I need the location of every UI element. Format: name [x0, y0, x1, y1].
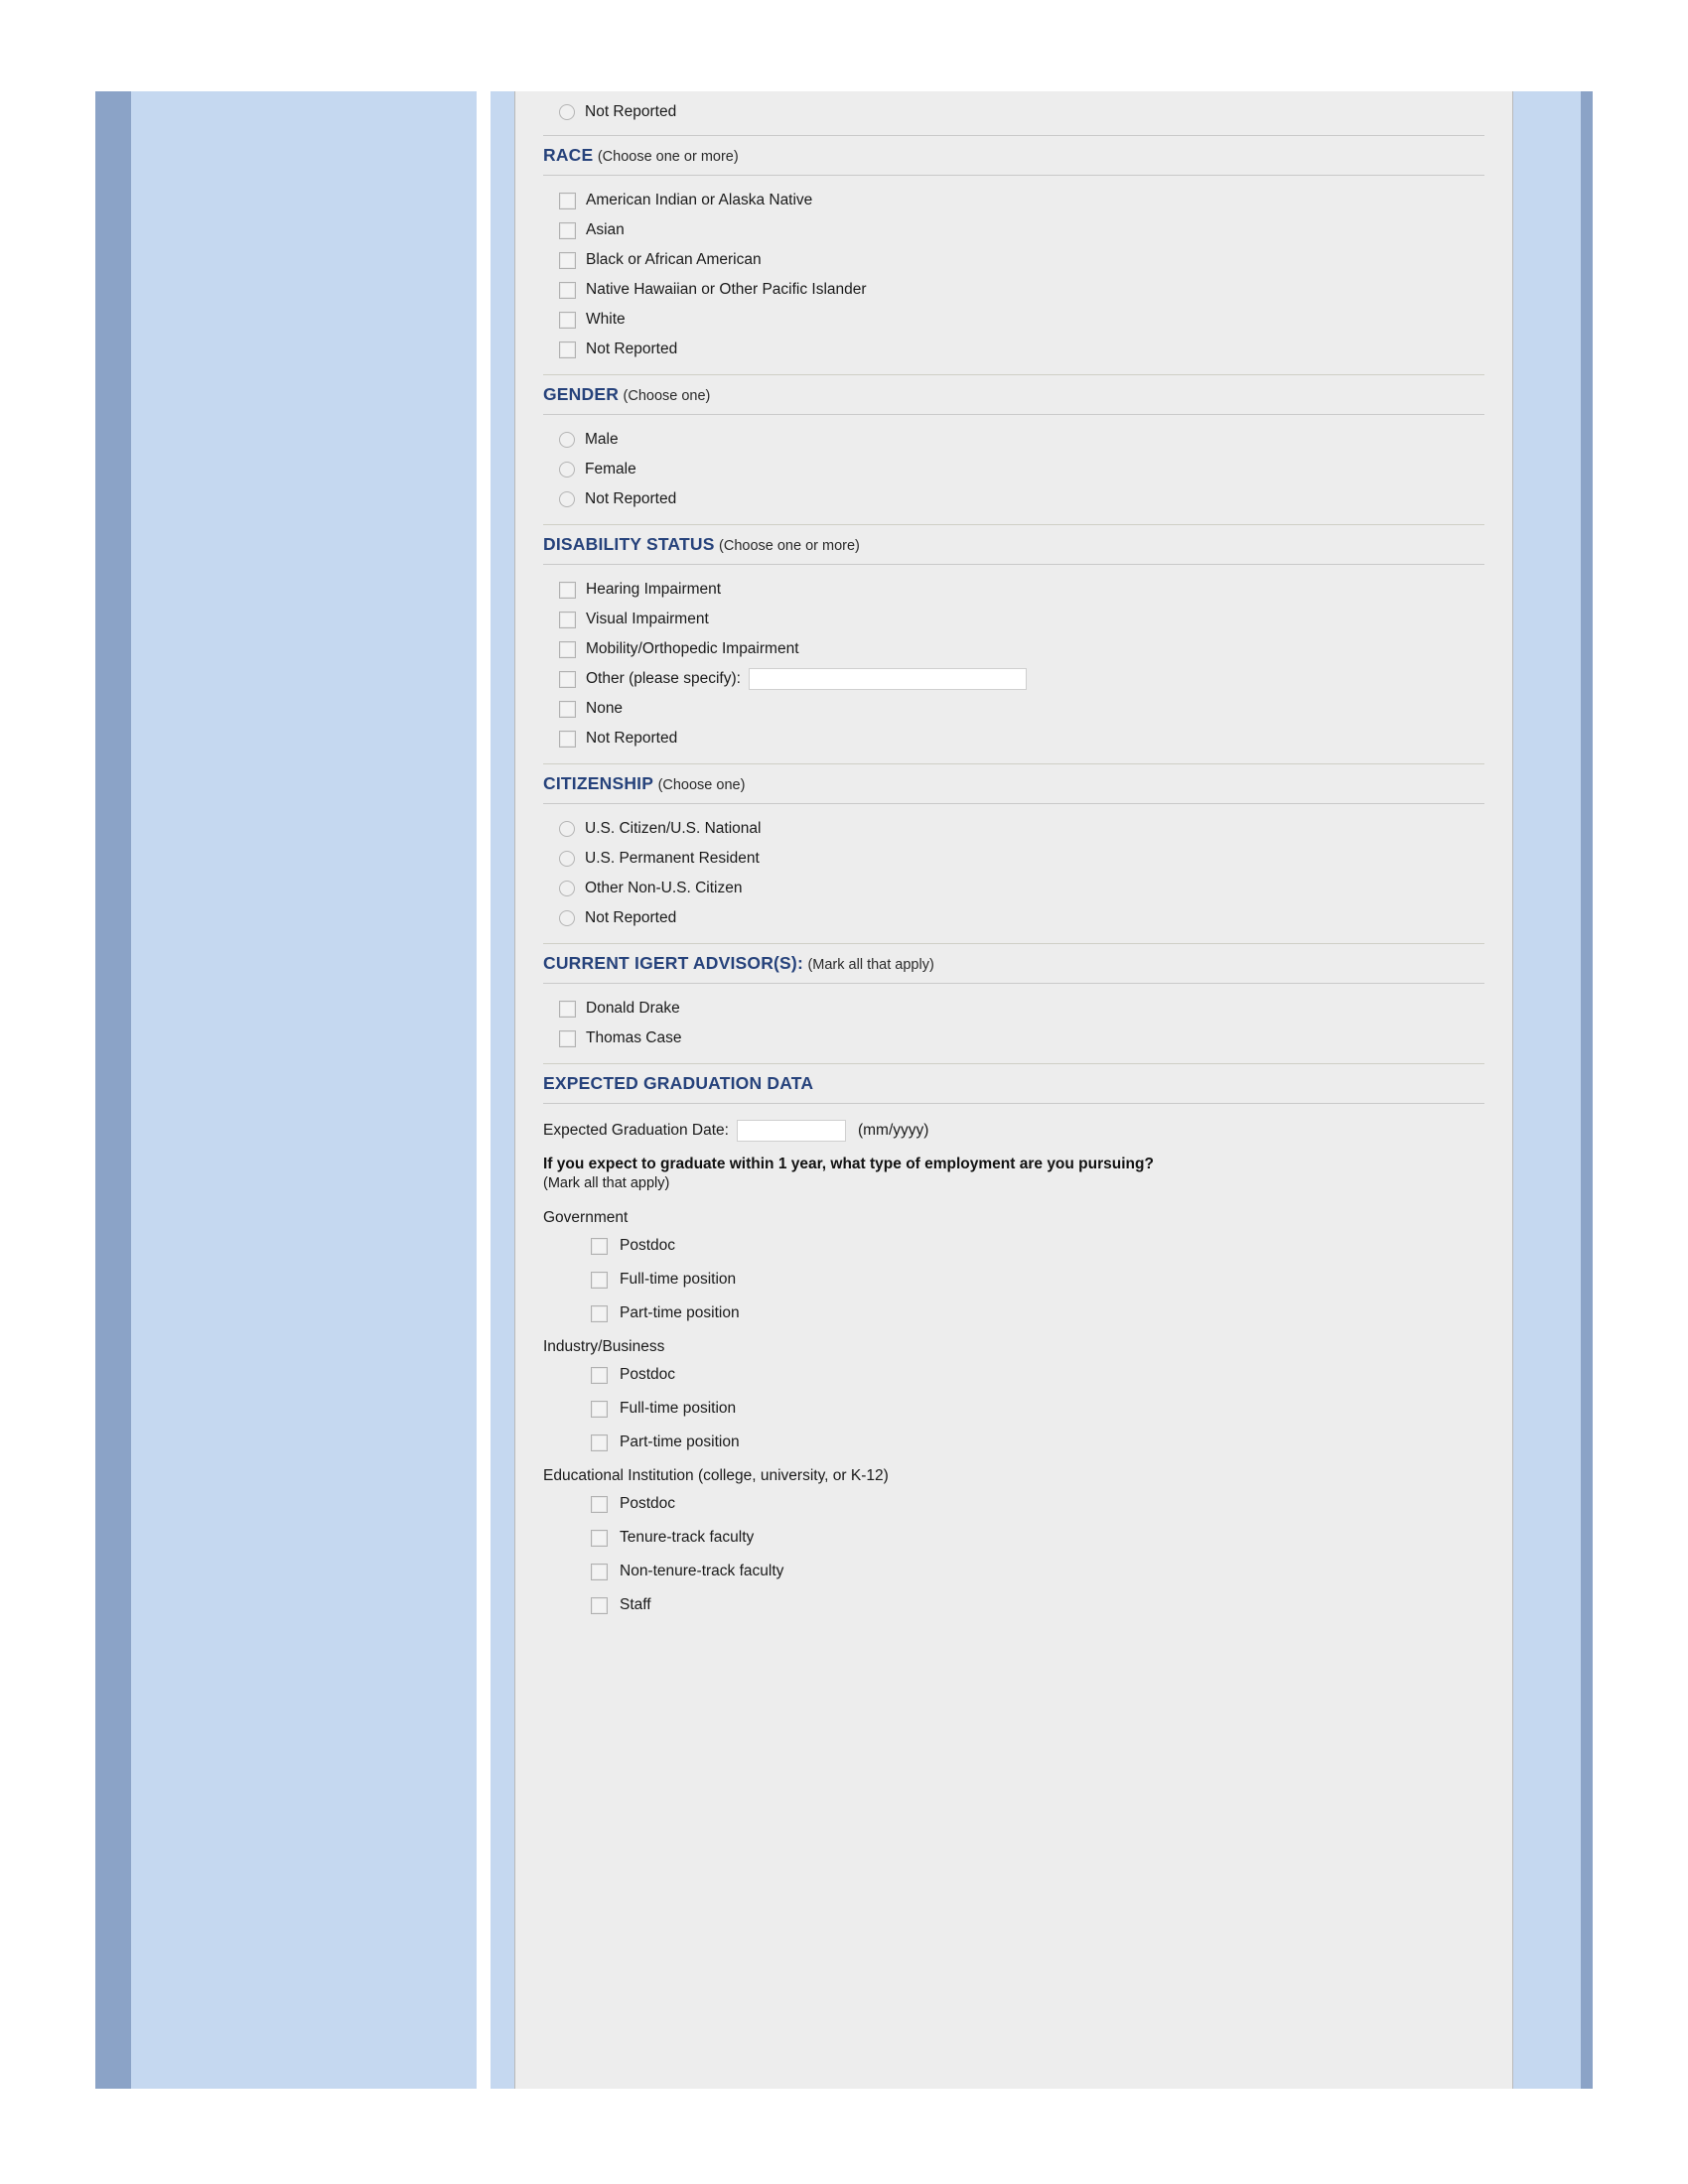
- option-label: Full-time position: [620, 1400, 737, 1417]
- option-row-other[interactable]: [543, 668, 1484, 690]
- checkbox-icon[interactable]: [591, 1238, 608, 1255]
- section-note: (Choose one): [623, 388, 711, 404]
- section-header-gender: [543, 375, 1484, 415]
- checkbox-icon[interactable]: [559, 282, 576, 299]
- checkbox-icon[interactable]: [591, 1564, 608, 1580]
- radio-icon[interactable]: [559, 910, 575, 926]
- section-body-citizenship: [543, 804, 1484, 944]
- option-row[interactable]: [543, 339, 1484, 360]
- option-label: Not Reported: [586, 341, 678, 357]
- option-label: Female: [585, 461, 636, 478]
- checkbox-icon[interactable]: [591, 1530, 608, 1547]
- option-label: Not Reported: [585, 490, 677, 507]
- checkbox-icon[interactable]: [591, 1597, 608, 1614]
- right-dark-band: [1581, 91, 1593, 2089]
- section-title: CURRENT IGERT ADVISOR(S):: [543, 953, 803, 973]
- section-body-gender: [543, 415, 1484, 525]
- option-label: Mobility/Orthopedic Impairment: [586, 640, 799, 657]
- section-body-expected-graduation-data: [543, 1104, 1484, 1650]
- survey-form-panel: [514, 91, 1513, 2089]
- option-row[interactable]: [543, 638, 1484, 660]
- option-row[interactable]: [543, 1271, 1484, 1289]
- option-row[interactable]: [543, 1596, 1484, 1614]
- option-label: Non-tenure-track faculty: [620, 1563, 784, 1579]
- section-note: (Mark all that apply): [807, 957, 934, 973]
- option-row[interactable]: [543, 249, 1484, 271]
- option-label: Staff: [620, 1596, 651, 1613]
- option-label: Other Non-U.S. Citizen: [585, 880, 743, 896]
- checkbox-icon[interactable]: [591, 1305, 608, 1322]
- option-label: Male: [585, 431, 619, 448]
- option-row[interactable]: [543, 190, 1484, 211]
- option-label: Postdoc: [620, 1237, 676, 1254]
- employment-question-note: (Mark all that apply): [543, 1175, 670, 1191]
- option-label: U.S. Permanent Resident: [585, 850, 760, 867]
- option-label: Part-time position: [620, 1304, 740, 1321]
- group-label-educational-institution: Educational Institution (college, university, or K-12): [543, 1467, 889, 1484]
- option-row[interactable]: [543, 579, 1484, 601]
- option-label: Part-time position: [620, 1433, 740, 1450]
- option-label: White: [586, 311, 626, 328]
- checkbox-icon[interactable]: [559, 252, 576, 269]
- option-label: None: [586, 700, 624, 717]
- checkbox-icon[interactable]: [559, 612, 576, 628]
- section-note: (Choose one or more): [597, 149, 739, 165]
- right-light-band: [1513, 91, 1581, 2089]
- section-title: GENDER: [543, 384, 620, 404]
- option-label: Asian: [586, 221, 625, 238]
- option-row[interactable]: [543, 219, 1484, 241]
- radio-icon[interactable]: [559, 821, 575, 837]
- checkbox-icon[interactable]: [559, 341, 576, 358]
- left-light-band: [131, 91, 477, 2089]
- section-header-disability-status: [543, 525, 1484, 565]
- section-header-citizenship: [543, 764, 1484, 804]
- radio-icon[interactable]: [559, 491, 575, 507]
- section-title: RACE: [543, 145, 594, 165]
- option-row[interactable]: [543, 1400, 1484, 1418]
- band-gap: [477, 91, 491, 2089]
- option-row[interactable]: [543, 698, 1484, 720]
- radio-icon[interactable]: [559, 462, 575, 478]
- checkbox-icon[interactable]: [591, 1496, 608, 1513]
- section-header-current-igert-advisors: [543, 944, 1484, 984]
- section-note: (Choose one or more): [719, 538, 860, 554]
- option-row[interactable]: [543, 309, 1484, 331]
- option-row[interactable]: [543, 1563, 1484, 1580]
- option-row[interactable]: [543, 1237, 1484, 1255]
- option-row[interactable]: [543, 818, 1484, 840]
- option-label: Postdoc: [620, 1366, 676, 1383]
- section-header-expected-graduation-data: [543, 1064, 1484, 1104]
- option-label: American Indian or Alaska Native: [586, 192, 813, 208]
- section-body-current-igert-advisors: [543, 984, 1484, 1064]
- option-label: Other (please specify):: [586, 670, 741, 687]
- option-label: Not Reported: [585, 909, 677, 926]
- graduation-date-row: [543, 1120, 1484, 1142]
- option-label: Visual Impairment: [586, 611, 709, 627]
- section-body-disability-status: [543, 565, 1484, 764]
- option-label: Tenure-track faculty: [620, 1529, 755, 1546]
- checkbox-icon[interactable]: [591, 1401, 608, 1418]
- checkbox-icon[interactable]: [559, 193, 576, 209]
- option-row[interactable]: [543, 609, 1484, 630]
- section-title: EXPECTED GRADUATION DATA: [543, 1073, 814, 1093]
- option-label: Not Reported: [586, 730, 678, 747]
- option-label: Hearing Impairment: [586, 581, 722, 598]
- checkbox-icon[interactable]: [591, 1434, 608, 1451]
- option-row[interactable]: [543, 907, 1484, 929]
- previous-section-last-option: [543, 91, 1484, 136]
- option-row[interactable]: [543, 488, 1484, 510]
- section-note: (Choose one): [657, 777, 746, 793]
- option-label: U.S. Citizen/U.S. National: [585, 820, 762, 837]
- option-row[interactable]: [543, 279, 1484, 301]
- option-label: Postdoc: [620, 1495, 676, 1512]
- option-label: Not Reported: [585, 103, 677, 120]
- checkbox-icon[interactable]: [559, 312, 576, 329]
- option-label: Full-time position: [620, 1271, 737, 1288]
- option-row[interactable]: [543, 101, 1484, 123]
- checkbox-icon[interactable]: [559, 701, 576, 718]
- checkbox-icon[interactable]: [591, 1367, 608, 1384]
- option-row[interactable]: [543, 429, 1484, 451]
- graduation-date-format: (mm/yyyy): [857, 1122, 929, 1139]
- graduation-date-label: Expected Graduation Date:: [543, 1122, 729, 1139]
- employment-question: If you expect to graduate within 1 year, what type of employment are you pursuing?: [543, 1156, 1154, 1172]
- section-title: DISABILITY STATUS: [543, 534, 715, 554]
- group-label-government: Government: [543, 1209, 629, 1226]
- option-row[interactable]: [543, 878, 1484, 899]
- radio-icon[interactable]: [559, 881, 575, 896]
- disability-other-input[interactable]: [749, 668, 1027, 690]
- radio-icon[interactable]: [559, 104, 575, 120]
- checkbox-icon[interactable]: [591, 1272, 608, 1289]
- option-row[interactable]: [543, 848, 1484, 870]
- left-dark-band: [95, 91, 131, 2089]
- checkbox-icon[interactable]: [559, 731, 576, 748]
- option-label: Donald Drake: [586, 1000, 680, 1017]
- option-row[interactable]: [543, 459, 1484, 480]
- option-row[interactable]: [543, 728, 1484, 750]
- option-row[interactable]: [543, 1529, 1484, 1547]
- section-body-race: [543, 176, 1484, 375]
- option-row[interactable]: [543, 998, 1484, 1020]
- option-row[interactable]: [543, 1366, 1484, 1384]
- page-frame: [95, 91, 1593, 2089]
- left-thin-band: [491, 91, 514, 2089]
- checkbox-icon[interactable]: [559, 671, 576, 688]
- checkbox-icon[interactable]: [559, 222, 576, 239]
- radio-icon[interactable]: [559, 851, 575, 867]
- checkbox-icon[interactable]: [559, 641, 576, 658]
- graduation-date-input[interactable]: [737, 1120, 846, 1142]
- option-label: Black or African American: [586, 251, 762, 268]
- option-row[interactable]: [543, 1433, 1484, 1451]
- radio-icon[interactable]: [559, 432, 575, 448]
- option-row[interactable]: [543, 1027, 1484, 1049]
- option-row[interactable]: [543, 1495, 1484, 1513]
- group-label-industry-business: Industry/Business: [543, 1338, 665, 1355]
- option-label: Native Hawaiian or Other Pacific Islander: [586, 281, 867, 298]
- section-header-race: [543, 136, 1484, 176]
- checkbox-icon[interactable]: [559, 1030, 576, 1047]
- option-row[interactable]: [543, 1304, 1484, 1322]
- section-title: CITIZENSHIP: [543, 773, 654, 793]
- option-label: Thomas Case: [586, 1029, 682, 1046]
- checkbox-icon[interactable]: [559, 1001, 576, 1018]
- checkbox-icon[interactable]: [559, 582, 576, 599]
